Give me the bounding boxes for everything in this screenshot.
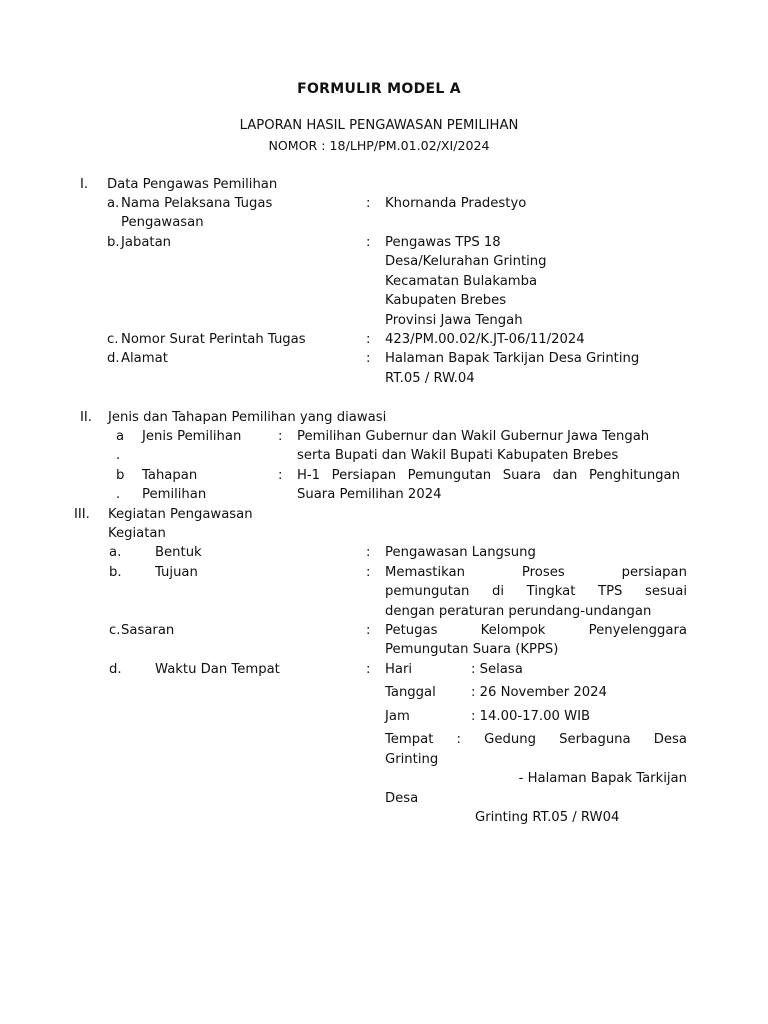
item-letter: d. (107, 351, 120, 366)
report-subtitle: LAPORAN HASIL PENGAWASAN PEMILIHAN (239, 118, 519, 133)
field-label-warrant-number: Nomor Surat Perintah Tugas (121, 332, 306, 347)
item-letter-dot: . (116, 448, 121, 463)
field-value-address-rt: RT.05 / RW.04 (385, 371, 475, 386)
time-label: Jam (385, 709, 410, 724)
report-number: NOMOR : 18/LHP/PM.01.02/XI/2024 (268, 138, 490, 153)
field-label-purpose: Tujuan (155, 565, 198, 580)
field-value-target: Petugas Kelompok Penyelenggara (385, 623, 687, 638)
place-line-alt-rt: Grinting RT.05 / RW04 (475, 810, 620, 825)
section-1-number: I. (80, 177, 89, 192)
item-letter: d. (109, 662, 122, 677)
field-value-district: Kecamatan Bulakamba (385, 274, 538, 289)
item-letter: a. (109, 545, 122, 560)
field-value-executor: Khornanda Pradestyo (385, 196, 527, 211)
colon: : (366, 623, 371, 638)
item-letter: a. (107, 196, 120, 211)
item-letter: c. (109, 623, 121, 638)
section-2-title: Jenis dan Tahapan Pemilihan yang diawasi (108, 410, 387, 425)
field-label-stage: Tahapan (142, 468, 198, 483)
field-label-address: Alamat (121, 351, 168, 366)
item-letter: b (116, 468, 125, 483)
field-label-executor: Nama Pelaksana Tugas (121, 196, 273, 211)
day-label: Hari (385, 662, 413, 677)
field-label-election-type: Jenis Pemilihan (142, 429, 242, 444)
item-letter: b. (109, 565, 122, 580)
section-2-number: II. (80, 410, 92, 425)
colon: : (366, 662, 371, 677)
field-label-target: Sasaran (121, 623, 175, 638)
place-line-alt: - Halaman Bapak Tarkijan (518, 771, 687, 786)
field-label-form: Bentuk (155, 545, 202, 560)
colon: : (366, 545, 371, 560)
date-value: : 26 November 2024 (471, 685, 607, 700)
section-3-title-cont: Kegiatan (108, 526, 166, 541)
colon: : (278, 429, 283, 444)
field-label-position: Jabatan (121, 235, 172, 250)
date-label: Tanggal (385, 685, 436, 700)
field-value-target-cont: Pemungutan Suara (KPPS) (385, 642, 559, 657)
item-letter: c. (107, 332, 119, 347)
colon: : (278, 468, 283, 483)
colon: : (366, 235, 371, 250)
field-value-regency: Kabupaten Brebes (385, 293, 507, 308)
colon: : (366, 351, 371, 366)
field-value-stage: H-1 Persiapan Pemungutan Suara dan Penghitungan (297, 468, 680, 483)
field-value-address: Halaman Bapak Tarkijan Desa Grinting (385, 351, 640, 366)
field-label-executor-cont: Pengawasan (121, 215, 204, 230)
colon: : (366, 565, 371, 580)
field-label-stage-cont: Pemilihan (142, 487, 207, 502)
field-value-stage-cont: Suara Pemilihan 2024 (297, 487, 442, 502)
field-value-election-type-cont: serta Bupati dan Wakil Bupati Kabupaten Brebes (297, 448, 619, 463)
field-value-purpose: Memastikan Proses persiapan (385, 565, 687, 580)
section-3-title: Kegiatan Pengawasan (108, 507, 253, 522)
field-value-province: Provinsi Jawa Tengah (385, 313, 523, 328)
place-line: Tempat : Gedung Serbaguna Desa (385, 732, 687, 747)
field-value-position: Pengawas TPS 18 (385, 235, 501, 250)
field-value-purpose-cont-2: dengan peraturan perundang-undangan (385, 604, 652, 619)
place-line-alt-cont: Desa (385, 791, 419, 806)
item-letter-dot: . (116, 487, 121, 502)
form-title: FORMULIR MODEL A (297, 81, 461, 97)
item-letter: a (116, 429, 125, 444)
field-value-warrant-number: 423/PM.00.02/K.JT-06/11/2024 (385, 332, 585, 347)
field-value-village: Desa/Kelurahan Grinting (385, 254, 547, 269)
colon: : (366, 196, 371, 211)
time-value: : 14.00-17.00 WIB (471, 709, 591, 724)
field-value-purpose-cont: pemungutan di Tingkat TPS sesuai (385, 584, 687, 599)
field-label-time-place: Waktu Dan Tempat (155, 662, 280, 677)
place-line-cont: Grinting (385, 752, 439, 767)
section-1-title: Data Pengawas Pemilihan (107, 177, 278, 192)
item-letter: b. (107, 235, 120, 250)
section-3-number: III. (74, 507, 90, 522)
field-value-election-type: Pemilihan Gubernur dan Wakil Gubernur Jawa Tengah (297, 429, 650, 444)
field-value-form: Pengawasan Langsung (385, 545, 536, 560)
colon: : (366, 332, 371, 347)
day-value: : Selasa (471, 662, 523, 677)
